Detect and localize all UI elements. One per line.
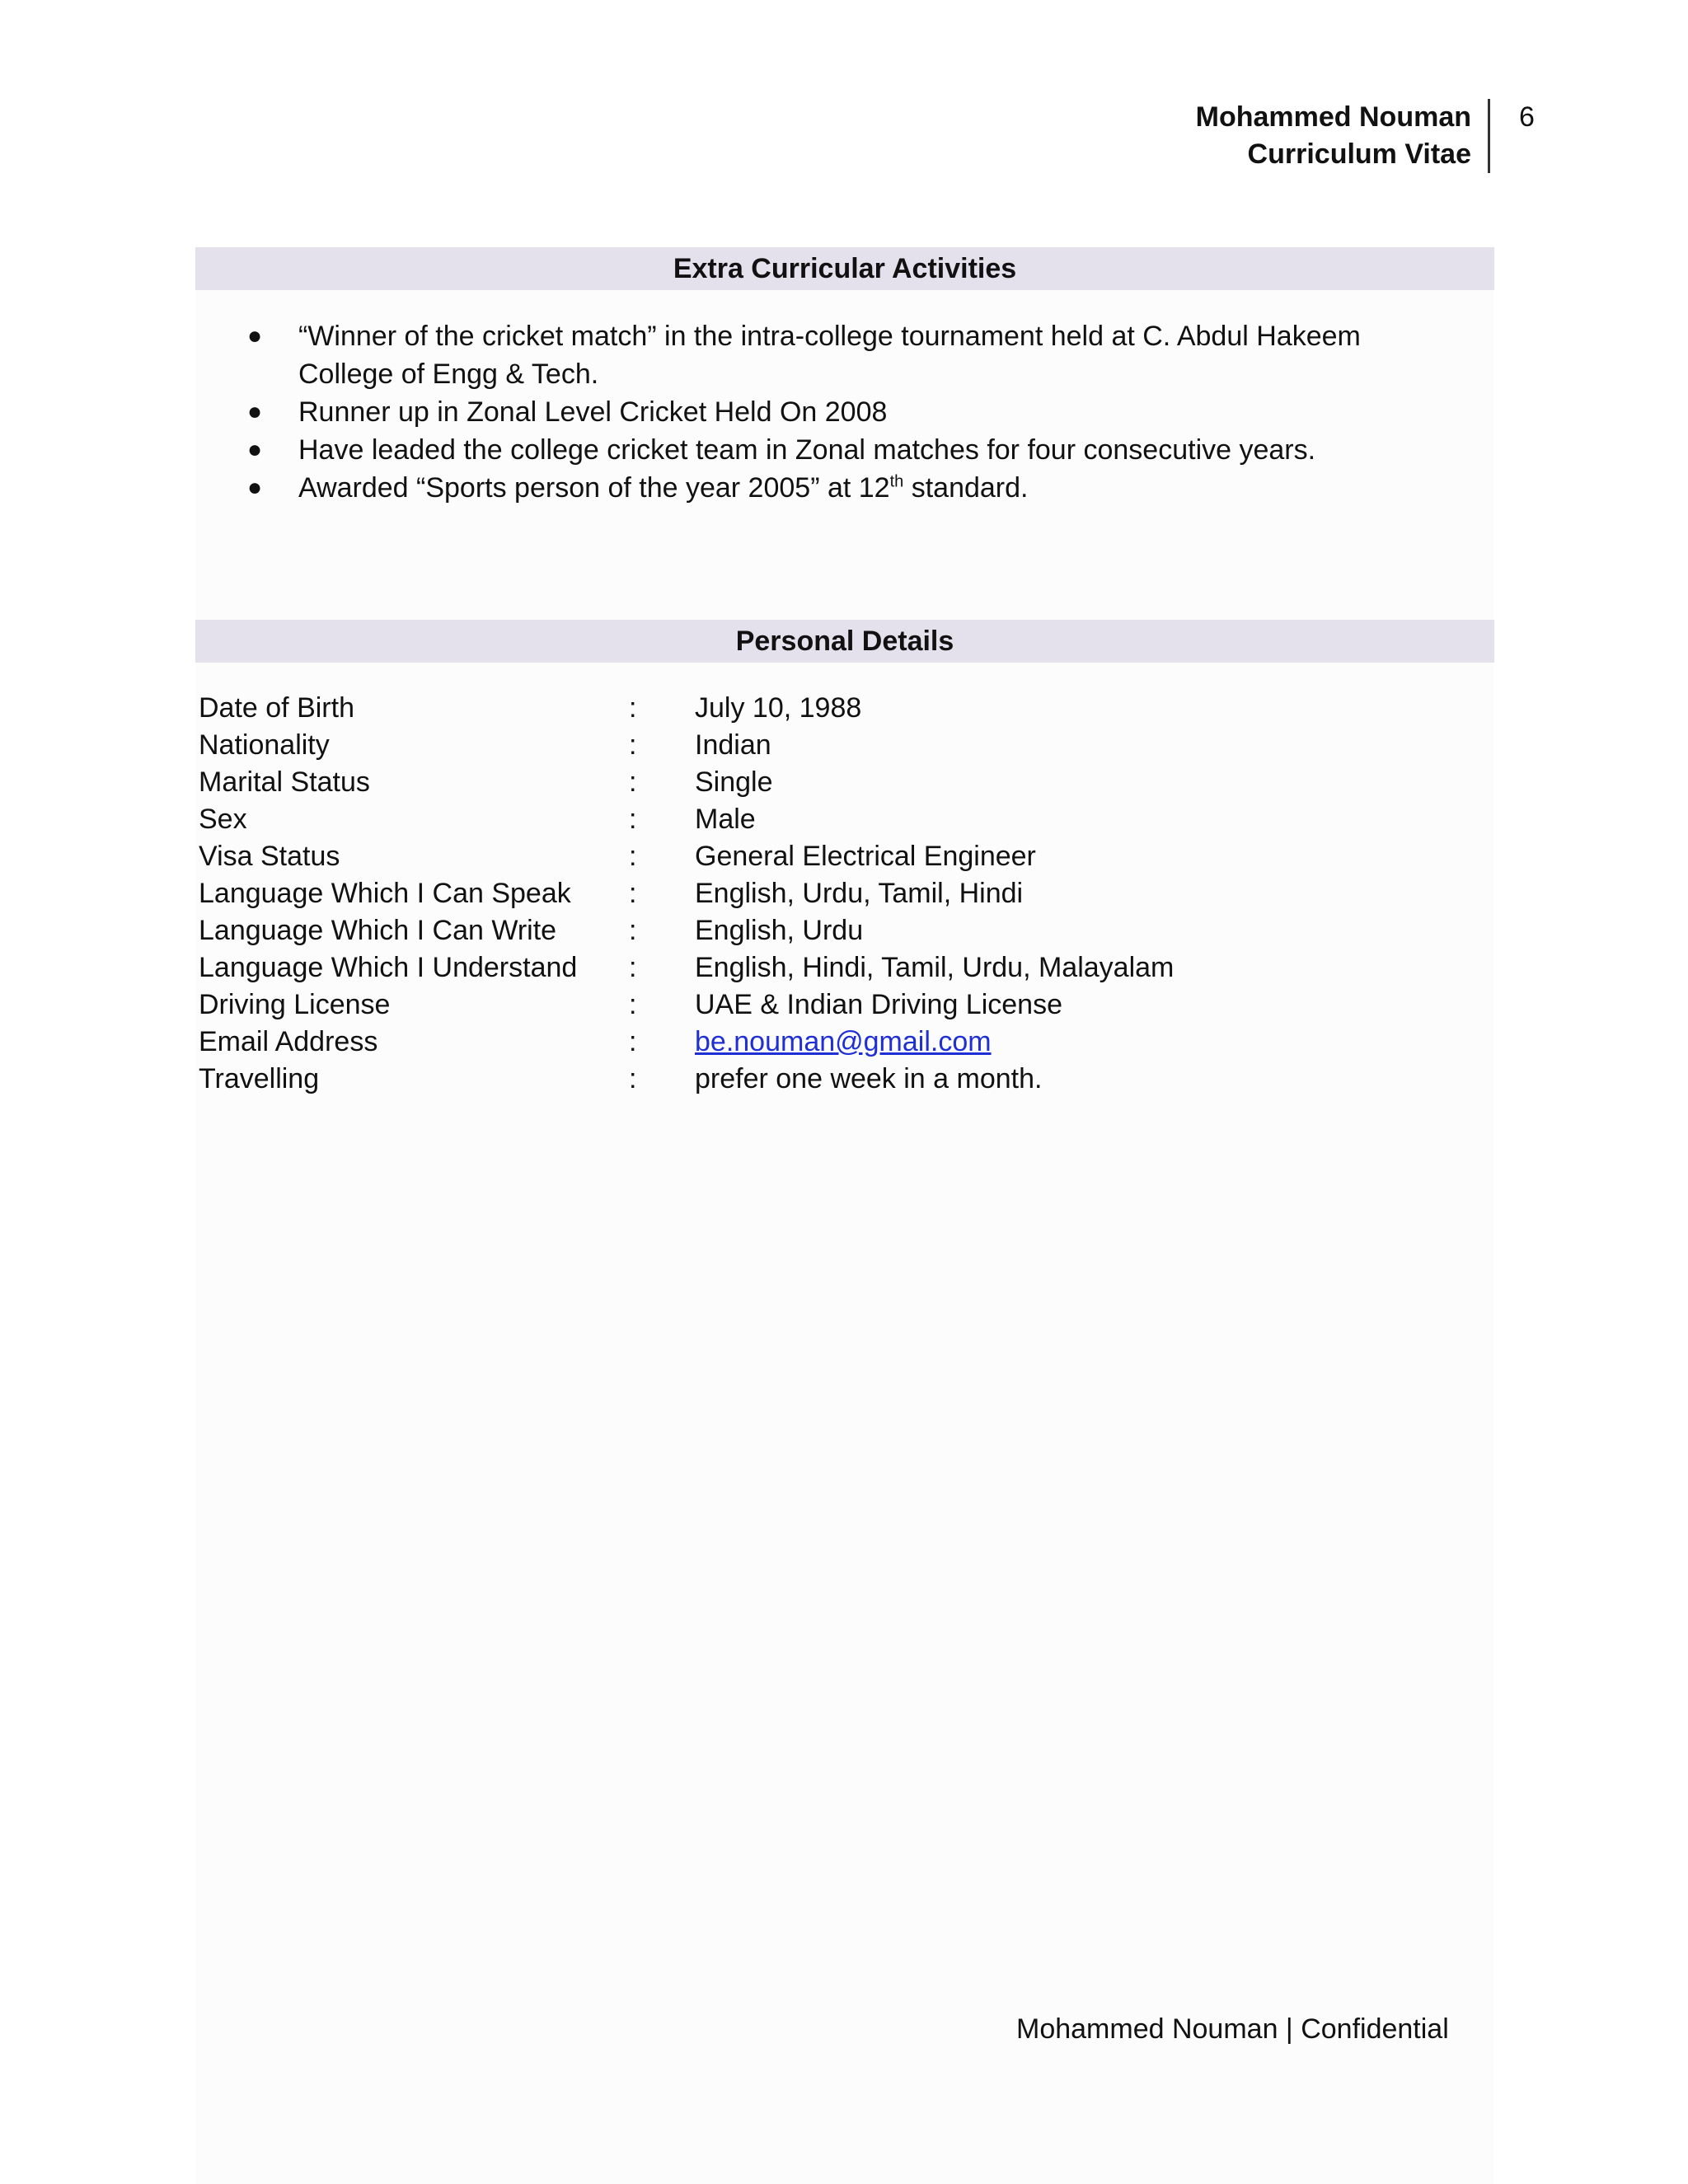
detail-value: English, Urdu [695, 915, 864, 946]
detail-colon: : [629, 804, 637, 835]
detail-value: July 10, 1988 [695, 692, 862, 724]
detail-value: Single [695, 766, 773, 798]
detail-row-languages-speak [199, 875, 1174, 912]
extra-curricular-heading: Extra Curricular Activities [195, 247, 1494, 290]
detail-colon: : [629, 952, 637, 983]
detail-value: Indian [695, 729, 771, 761]
detail-label: Language Which I Understand [199, 952, 578, 983]
detail-colon: : [629, 692, 637, 724]
personal-details-heading: Personal Details [195, 620, 1494, 663]
detail-value: English, Hindi, Tamil, Urdu, Malayalam [695, 952, 1175, 983]
activity-text: Runner up in Zonal Level Cricket Held On 2008 [298, 396, 888, 428]
detail-row-date-of-birth [199, 690, 1174, 727]
list-item [247, 393, 1459, 431]
page-footer: Mohammed Nouman | Confidential [1016, 2013, 1449, 2045]
ordinal-suffix: th [889, 472, 904, 491]
bullet-icon: ● [247, 474, 263, 501]
detail-label: Language Which I Can Write [199, 915, 557, 946]
detail-colon: : [629, 878, 637, 909]
detail-label: Date of Birth [199, 692, 354, 724]
activity-text: Have leaded the college cricket team in Zonal matches for four consecutive years. [298, 434, 1316, 466]
activity-text-end: standard. [903, 472, 1029, 504]
detail-row-visa-status [199, 838, 1174, 875]
detail-label: Language Which I Can Speak [199, 878, 571, 909]
detail-row-languages-understand [199, 949, 1174, 987]
detail-label: Visa Status [199, 841, 340, 872]
detail-label: Sex [199, 804, 247, 835]
detail-label: Marital Status [199, 766, 370, 798]
detail-colon: : [629, 1026, 637, 1057]
detail-colon: : [629, 729, 637, 761]
detail-colon: : [629, 1063, 637, 1094]
detail-value: English, Urdu, Tamil, Hindi [695, 878, 1024, 909]
detail-colon: : [629, 841, 637, 872]
header-name: Mohammed Nouman [1195, 101, 1471, 133]
detail-row-sex [199, 801, 1174, 838]
detail-row-languages-write [199, 912, 1174, 949]
detail-row-marital-status [199, 764, 1174, 801]
detail-value: prefer one week in a month. [695, 1063, 1043, 1094]
detail-row-email [199, 1024, 1174, 1061]
detail-value: UAE & Indian Driving License [695, 989, 1063, 1020]
running-header [894, 99, 1490, 173]
activity-text: Awarded “Sports person of the year 2005” at 12 [298, 472, 890, 504]
detail-colon: : [629, 989, 637, 1020]
email-link[interactable]: be.nouman@gmail.com [695, 1026, 992, 1057]
list-item [247, 431, 1459, 469]
list-item [247, 317, 1459, 393]
activities-list [247, 317, 1459, 507]
detail-row-driving-license [199, 987, 1174, 1024]
header-subtitle: Curriculum Vitae [1247, 138, 1471, 170]
activity-text: “Winner of the cricket match” in the intra-college tournament held at C. Abdul Hakeem College of Engg & Tech. [298, 321, 1361, 390]
bullet-icon: ● [247, 398, 263, 425]
bullet-icon: ● [247, 436, 263, 463]
page-number: 6 [1519, 101, 1535, 133]
personal-details-table [199, 690, 1174, 1098]
bullet-icon: ● [247, 322, 263, 349]
detail-row-nationality [199, 727, 1174, 764]
detail-label: Nationality [199, 729, 330, 761]
detail-value: Male [695, 804, 756, 835]
detail-row-travelling [199, 1061, 1174, 1098]
detail-label: Travelling [199, 1063, 320, 1094]
page-background [195, 288, 1493, 2184]
detail-colon: : [629, 766, 637, 798]
detail-value: General Electrical Engineer [695, 841, 1036, 872]
detail-label: Email Address [199, 1026, 378, 1057]
detail-colon: : [629, 915, 637, 946]
detail-label: Driving License [199, 989, 391, 1020]
list-item [247, 469, 1459, 507]
